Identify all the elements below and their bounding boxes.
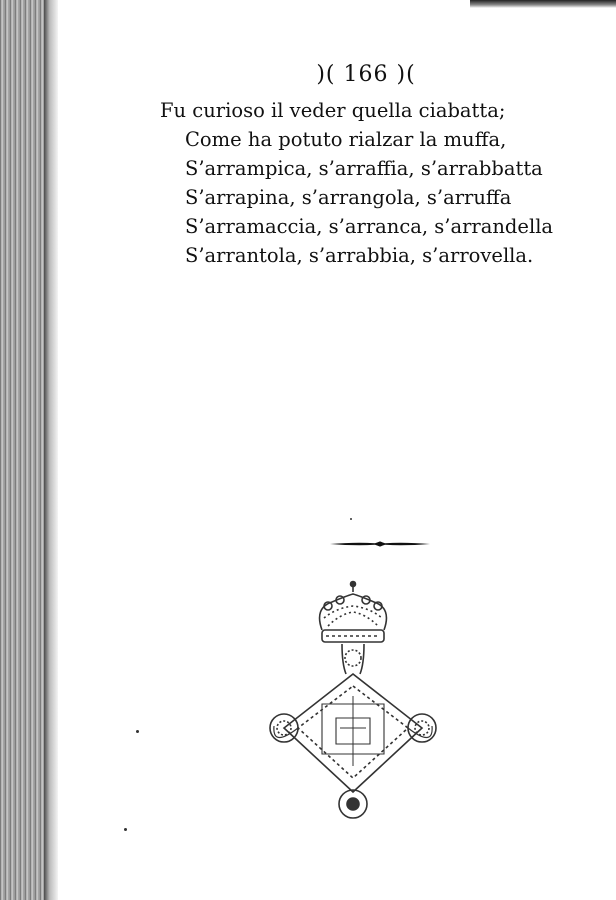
- page-gutter-shadow: [44, 0, 58, 900]
- verse-line: S’arramaccia, s’arranca, s’arrandella: [185, 215, 554, 238]
- page-number: )( 166 )(: [316, 62, 416, 87]
- ink-speck: [350, 518, 352, 520]
- ink-speck: [124, 828, 127, 831]
- crowned-knot-emblem: [262, 578, 444, 828]
- verse-line: S’arrantola, s’arrabbia, s’arrovella.: [185, 244, 534, 267]
- crown-icon: [320, 582, 387, 643]
- verse-line: S’arrampica, s’arraffia, s’arrabbatta: [185, 157, 543, 180]
- book-spine-edge: [0, 0, 50, 900]
- ink-speck: [136, 730, 139, 733]
- knot-diamond-icon: [270, 674, 436, 818]
- verse-line: Come ha potuto rialzar la muffa,: [185, 128, 507, 151]
- verse-line: S’arrapina, s’arrangola, s’arruffa: [185, 186, 512, 209]
- verse-line: Fu curioso il veder quella ciabatta;: [160, 99, 506, 122]
- top-edge-shadow: [470, 0, 616, 8]
- ornamental-rule: [330, 540, 430, 548]
- verse-stanza: [160, 96, 600, 270]
